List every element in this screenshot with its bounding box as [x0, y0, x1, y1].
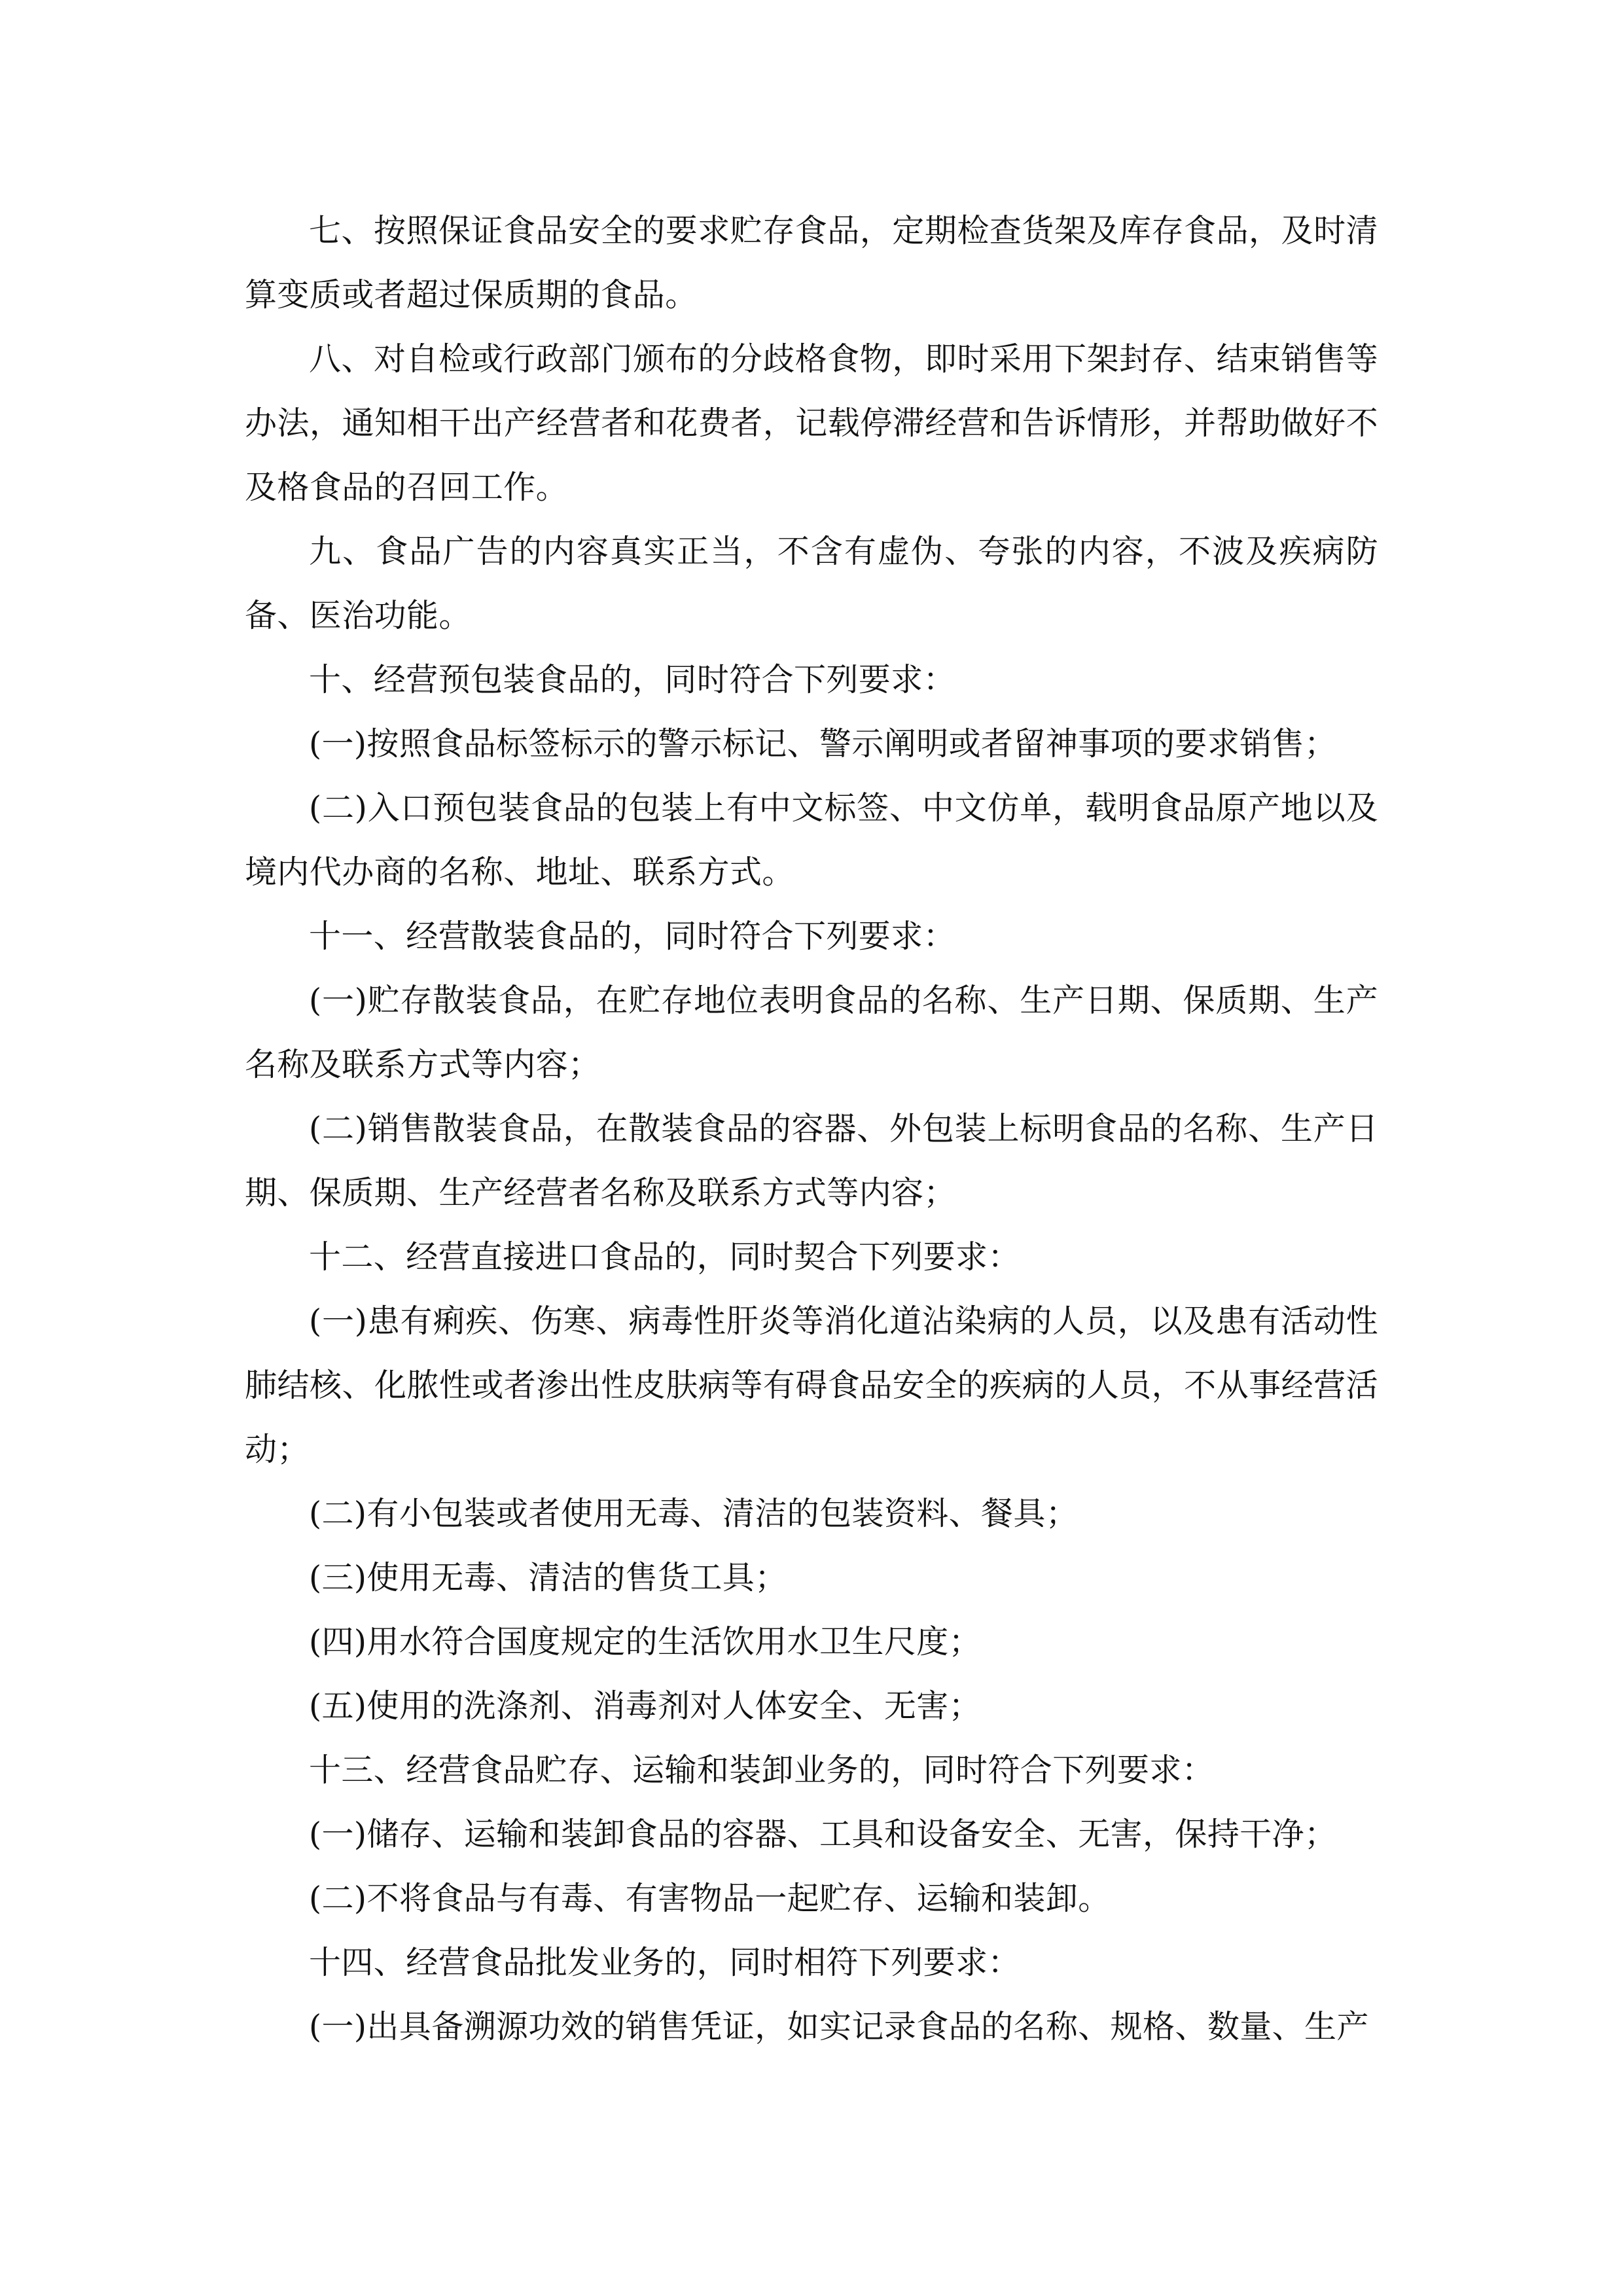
- paragraph-13: 十三、经营食品贮存、运输和装卸业务的，同时符合下列要求：: [309, 1751, 1215, 1789]
- paragraph-11-item-2: (二)销售散装食品，在散装食品的容器、外包装上标明食品的名称、生产日期、保质期、生产经营者名称及联系方式等内容；: [245, 1110, 1378, 1211]
- paragraph-8: 八、对自检或行政部门颁布的分歧格食物，即时采用下架封存、结束销售等办法，通知相干出产经营者和花费者，记载停滞经营和告诉情形，并帮助做好不及格食品的召回工作。: [245, 340, 1378, 506]
- paragraph-12-item-5: (五)使用的洗涤剂、消毒剂对人体安全、无害；: [309, 1687, 982, 1725]
- paragraph-12-item-3: (三)使用无毒、清洁的售货工具；: [309, 1559, 787, 1596]
- paragraph-12-item-1: (一)患有痢疾、伤寒、病毒性肝炎等消化道沾染病的人员，以及患有活动性肺结核、化脓性或者渗出性皮肤病等有碍食品安全的疾病的人员，不从事经营活动；: [245, 1302, 1378, 1468]
- paragraph-11-item-1: (一)贮存散装食品，在贮存地位表明食品的名称、生产日期、保质期、生产名称及联系方式等内容；: [245, 982, 1378, 1083]
- paragraph-7: 七、按照保证食品安全的要求贮存食品，定期检查货架及库存食品，及时清算变质或者超过保质期的食品。: [245, 212, 1378, 314]
- paragraph-14-item-1: (一)出具备溯源功效的销售凭证，如实记录食品的名称、规格、数量、生产: [309, 2008, 1369, 2045]
- paragraph-12-item-4: (四)用水符合国度规定的生活饮用水卫生尺度；: [309, 1623, 982, 1660]
- paragraph-13-item-2: (二)不将食品与有毒、有害物品一起贮存、运输和装卸。: [309, 1880, 1111, 1917]
- document-body: [245, 199, 1378, 2059]
- paragraph-13-item-1: (一)储存、运输和装卸食品的容器、工具和设备安全、无害，保持干净；: [309, 1816, 1337, 1853]
- paragraph-9: 九、食品广告的内容真实正当，不含有虚伪、夸张的内容，不波及疾病防备、医治功能。: [245, 533, 1378, 634]
- paragraph-11: 十一、经营散装食品的，同时符合下列要求：: [309, 918, 956, 955]
- paragraph-14: 十四、经营食品批发业务的，同时相符下列要求：: [309, 1944, 1020, 1981]
- paragraph-10-item-2: (二)入口预包装食品的包装上有中文标签、中文仿单，载明食品原产地以及境内代办商的名称、地址、联系方式。: [245, 789, 1378, 891]
- paragraph-12-item-2: (二)有小包装或者使用无毒、清洁的包装资料、餐具；: [309, 1495, 1079, 1532]
- paragraph-10-item-1: (一)按照食品标签标示的警示标记、警示阐明或者留神事项的要求销售；: [309, 725, 1337, 762]
- paragraph-10: 十、经营预包装食品的，同时符合下列要求：: [309, 661, 956, 698]
- paragraph-12: 十二、经营直接进口食品的，同时契合下列要求：: [309, 1238, 1020, 1276]
